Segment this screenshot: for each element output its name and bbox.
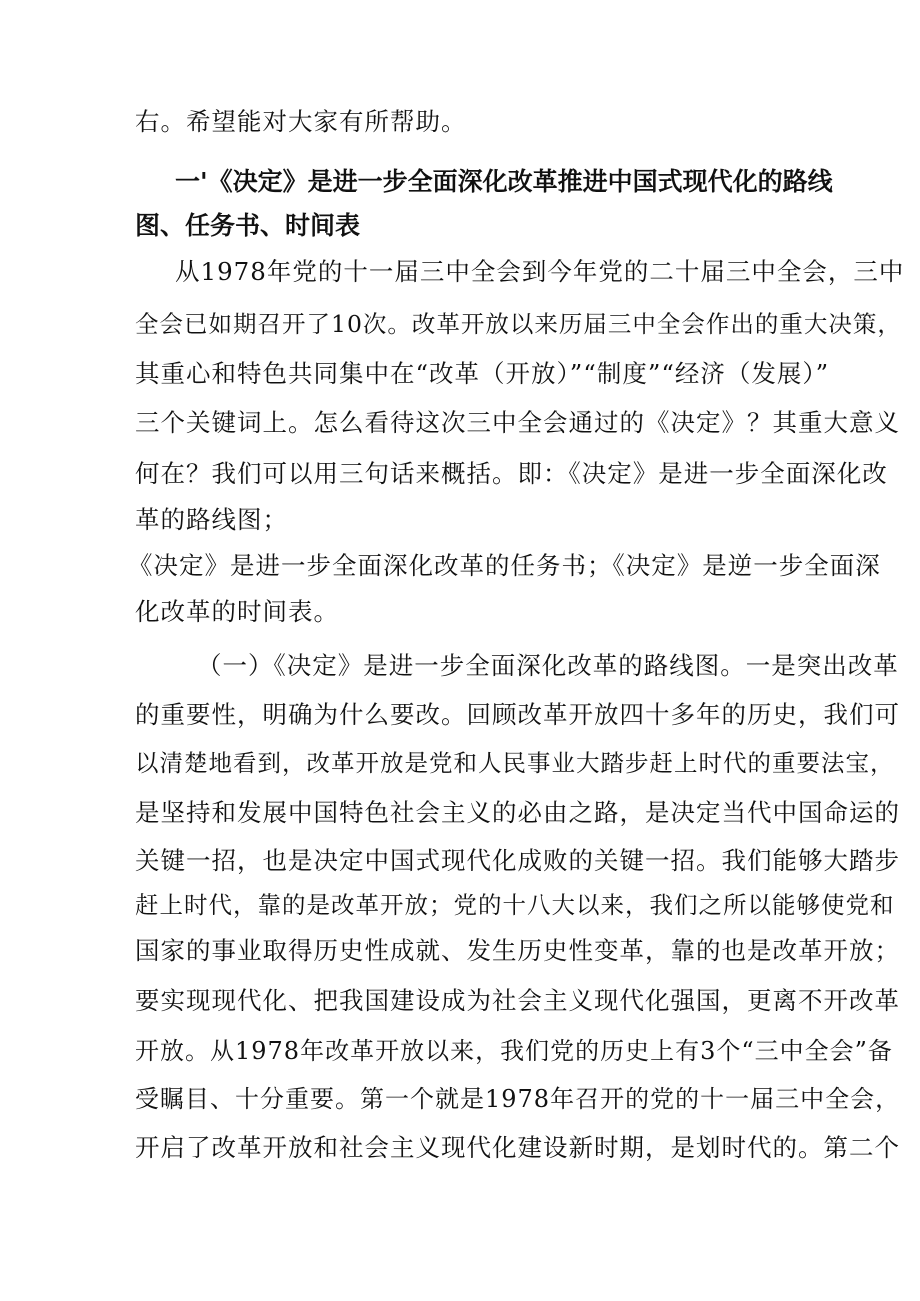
paragraph2-line: 化改革的时间表。 (135, 597, 339, 626)
paragraph1-line: 全会已如期召开了10次。改革开放以来历届三中全会作出的重大决策， (135, 310, 902, 338)
paragraph3-line: 开放。从1978年改革开放以来，我们党的历史上有3个“三中全会”备 (135, 1037, 893, 1065)
paragraph1-line: 革的路线图； (135, 505, 288, 534)
paragraph3-line: （一）《决定》是进一步全面深化改革的路线图。一是突出改革 (197, 651, 899, 680)
paragraph3-line: 以清楚地看到，改革开放是党和人民事业大踏步赶上时代的重要法宝， (135, 749, 895, 777)
paragraph2-line: 《决定》是进一步全面深化改革的任务书；《决定》是逆一步全面深 (128, 551, 881, 580)
paragraph1-line: 何在？我们可以用三句话来概括。即：《决定》是进一步全面深化改 (135, 459, 888, 488)
paragraph3-line: 受瞩目、十分重要。第一个就是1978年召开的党的十一届三中全会， (135, 1085, 901, 1113)
paragraph3-line: 国家的事业取得历史性成就、发生历史性变革，靠的也是改革开放； (135, 936, 900, 965)
paragraph3-line: 开启了改革开放和社会主义现代化建设新时期，是划时代的。第二个 (135, 1133, 900, 1162)
paragraph1-line: 从1978年党的十一届三中全会到今年党的二十届三中全会，三中 (175, 257, 905, 286)
paragraph3-line: 是坚持和发展中国特色社会主义的必由之路，是决定当代中国命运的 (135, 798, 900, 827)
paragraph3-line: 要实现现代化、把我国建设成为社会主义现代化强国，更离不开改革 (135, 986, 900, 1015)
intro-tail-line: 右。希望能对大家有所帮助。 (135, 107, 467, 136)
section-heading-line-1: 一'《决定》是进一步全面深化改革推进中国式现代化的路线 (175, 167, 833, 196)
paragraph3-line: 的重要性，明确为什么要改。回顾改革开放四十多年的历史，我们可 (135, 700, 900, 729)
paragraph3-line: 关键一招，也是决定中国式现代化成败的关键一招。我们能够大踏步 (135, 846, 900, 875)
section-heading-line-2: 图、任务书、时间表 (135, 211, 361, 240)
paragraph1-line: 三个关键词上。怎么看待这次三中全会通过的《决定》？其重大意义 (135, 408, 900, 437)
paragraph3-line: 赶上时代，靠的是改革开放；党的十八大以来，我们之所以能够使党和 (135, 891, 895, 919)
paragraph1-line: 其重心和特色共同集中在“改革（开放）”“制度”“经济（发展）” (135, 359, 830, 388)
